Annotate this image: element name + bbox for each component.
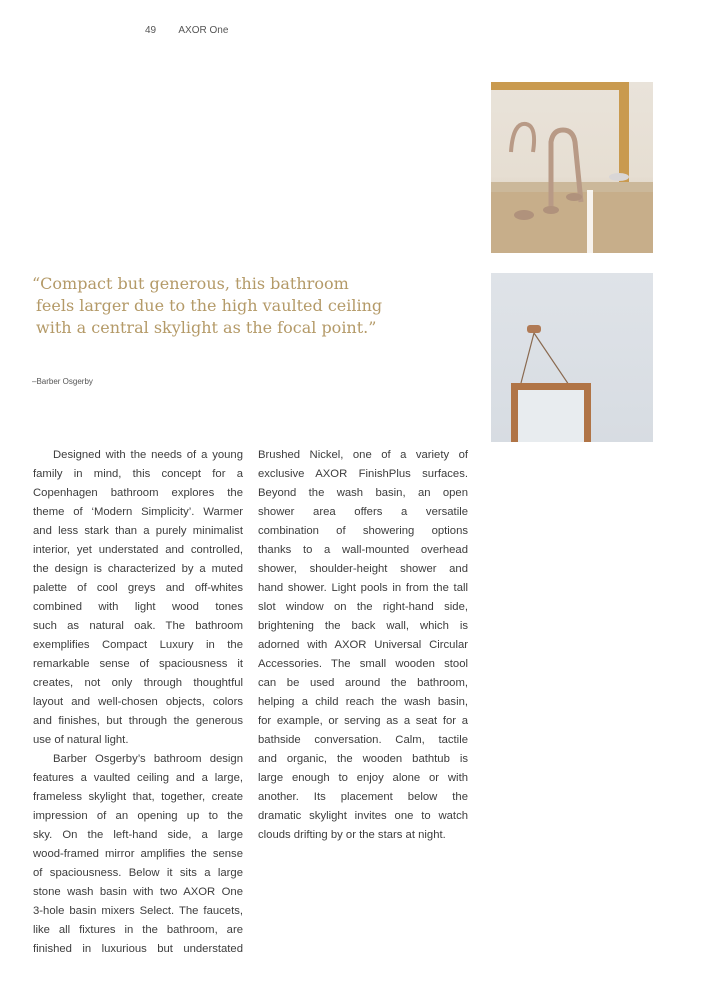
text-line: Copenhagen bathroom explores the bbox=[33, 487, 243, 499]
text-line: adorned with AXOR Universal Circular bbox=[258, 639, 468, 651]
text-line: slot window on the right-hand side, bbox=[258, 601, 468, 613]
text-line: sky. On the left-hand side, a large bbox=[33, 829, 243, 841]
text-line: such as natural oak. The bathroom bbox=[33, 620, 243, 632]
text-line: frameless skylight that, together, create bbox=[33, 791, 243, 803]
text-line: family in mind, this concept for a bbox=[33, 468, 243, 480]
text-line: stone wash basin with two AXOR One bbox=[33, 886, 243, 898]
text-line: Designed with the needs of a young bbox=[53, 449, 243, 461]
text-line: and finishes, but through the generous bbox=[33, 715, 243, 727]
text-line: layout and well-chosen objects, colors bbox=[33, 696, 243, 708]
text-line: another. Its placement below the bbox=[258, 791, 468, 803]
text-line: dramatic skylight invites one to watch bbox=[258, 810, 468, 822]
page-header bbox=[145, 25, 248, 36]
text-line: shower area offers a versatile bbox=[258, 506, 468, 518]
text-line: brightening the back wall, which is bbox=[258, 620, 468, 632]
text-line: hand shower. Light pools in from the tall bbox=[258, 582, 468, 594]
text-line: remarkable sense of spaciousness it bbox=[33, 658, 243, 670]
page-number: 49 bbox=[145, 25, 157, 36]
text-line: creates, not only through thoughtful bbox=[33, 677, 243, 689]
text-line: impression of an opening up to the bbox=[33, 810, 243, 822]
quote-line: “Compact but generous, this bathroom bbox=[32, 274, 349, 293]
quote-line: with a central skylight as the focal point.” bbox=[36, 318, 377, 337]
text-line: Accessories. The small wooden stool bbox=[258, 658, 468, 670]
faucet-photo bbox=[491, 82, 653, 253]
text-line: use of natural light. bbox=[33, 734, 129, 746]
body-column-right bbox=[258, 446, 468, 845]
text-line: exclusive AXOR FinishPlus surfaces. bbox=[258, 468, 468, 480]
text-line: and organic, the wooden bathtub is bbox=[258, 753, 468, 765]
text-line: helping a child reach the wash basin, bbox=[258, 696, 468, 708]
text-line: thanks to a wall-mounted overhead bbox=[258, 544, 468, 556]
text-line: Barber Osgerby’s bathroom design bbox=[53, 753, 243, 765]
body-column-left bbox=[33, 446, 243, 959]
text-line: and less stark than a purely minimalist bbox=[33, 525, 243, 537]
quote-attribution: –Barber Osgerby bbox=[32, 377, 93, 386]
text-line: the design is characterized by a muted bbox=[33, 563, 243, 575]
text-line: Beyond the wash basin, an open bbox=[258, 487, 468, 499]
text-line: 3-hole basin mixers Select. The faucets, bbox=[33, 905, 243, 917]
text-line: for example, or serving as a seat for a bbox=[258, 715, 468, 727]
section-title: AXOR One bbox=[178, 25, 229, 36]
text-line: clouds drifting by or the stars at night. bbox=[258, 829, 446, 841]
text-line: theme of ‘Modern Simplicity’. Warmer bbox=[33, 506, 243, 518]
text-line: combined with light wood tones bbox=[33, 601, 243, 613]
quote-line: feels larger due to the high vaulted ceiling bbox=[36, 296, 383, 315]
text-line: bathside conversation. Calm, tactile bbox=[258, 734, 468, 746]
text-line: interior, yet understated and controlled, bbox=[33, 544, 243, 556]
text-line: features a vaulted ceiling and a large, bbox=[33, 772, 243, 784]
hook-mirror-photo bbox=[491, 273, 653, 442]
text-line: exemplifies Compact Luxury in the bbox=[33, 639, 243, 651]
text-line: finished in luxurious but understated bbox=[33, 943, 243, 955]
text-line: palette of cool greys and off-whites bbox=[33, 582, 243, 594]
text-line: shower, shoulder-height shower and bbox=[258, 563, 468, 575]
text-line: can be used around the bathroom, bbox=[258, 677, 468, 689]
text-line: like all fixtures in the bathroom, are bbox=[33, 924, 243, 936]
text-line: Brushed Nickel, one of a variety of bbox=[258, 449, 468, 461]
text-line: wood-framed mirror amplifies the sense bbox=[33, 848, 243, 860]
text-line: large enough to enjoy alone or with bbox=[258, 772, 468, 784]
pull-quote bbox=[32, 273, 412, 339]
text-line: of spaciousness. Below it sits a large bbox=[33, 867, 243, 879]
text-line: combination of showering options bbox=[258, 525, 468, 537]
